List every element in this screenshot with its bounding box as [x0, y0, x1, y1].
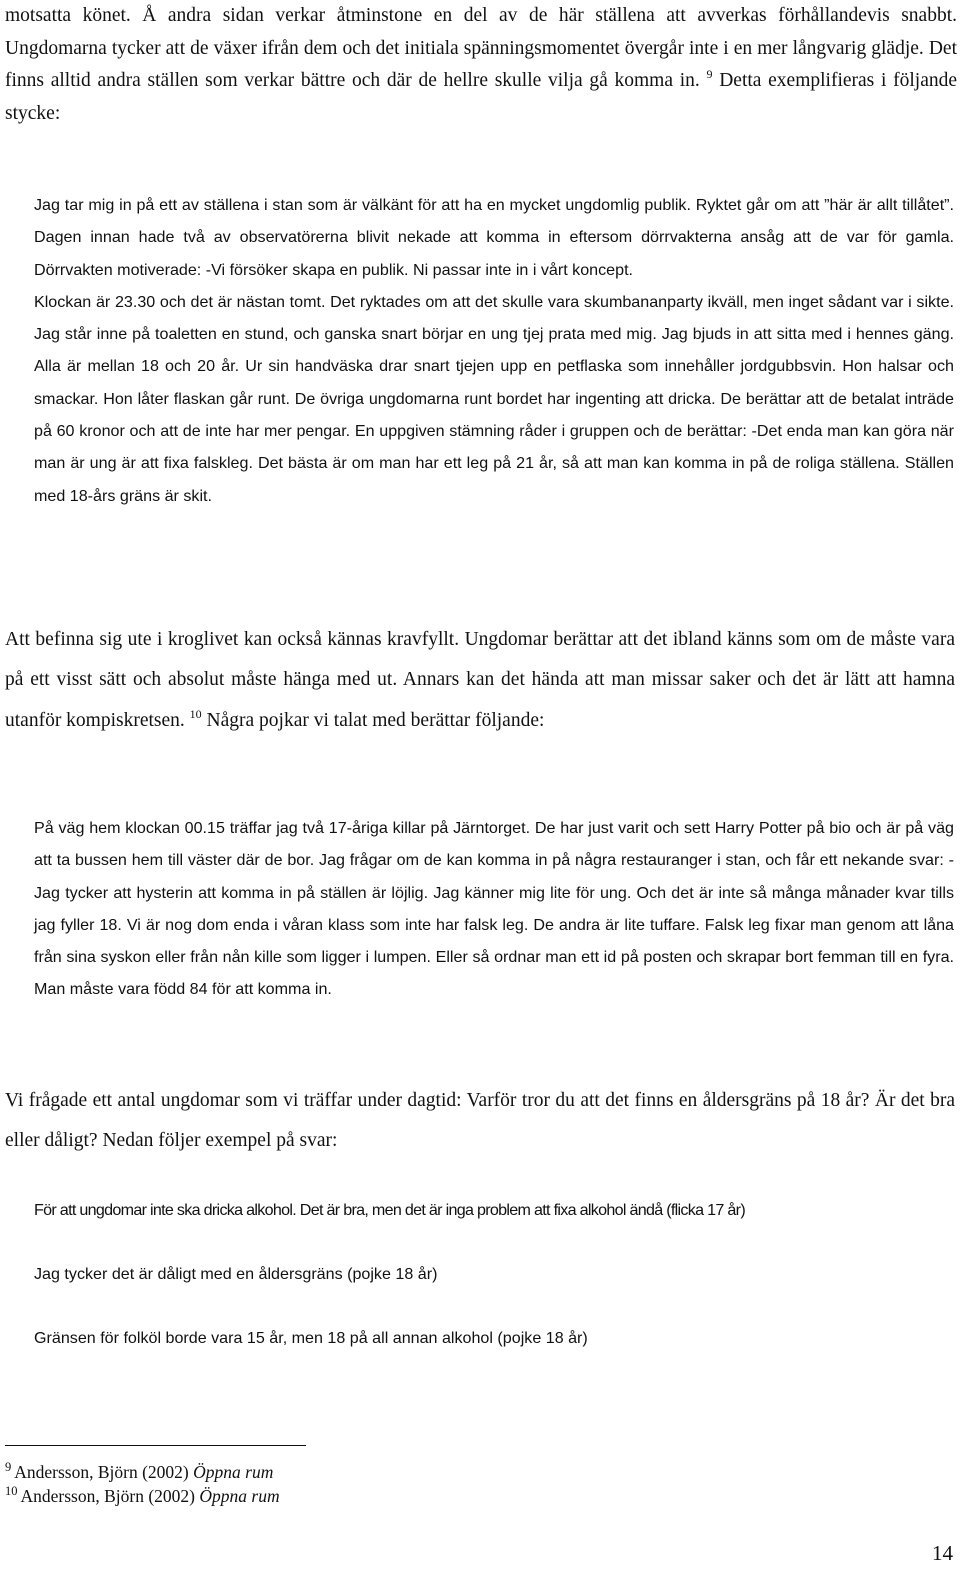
footnote-mark: 9	[5, 1460, 12, 1475]
quote-1-paragraph-1: Jag tar mig in på ett av ställena i stan som är välkänt för att ha en mycket ungdomlig publik. Ryktet går om att ”här är allt tillåtet”. Dagen innan hade två av observatörerna blivit nekade att komma in eftersom dörrvakterna ansåg att de var för gamla. Dörrvakten motiverade: -Vi försöker skapa en publik. Ni passar inte in i vårt koncept.	[34, 196, 954, 279]
footnote-ref-10[interactable]: 10	[189, 707, 202, 722]
page-number: 14	[932, 1541, 953, 1565]
intro-paragraph	[5, 0, 957, 130]
answer-item: Gränsen för folköl borde vara 15 år, men 18 på all annan alkohol (pojke 18 år)	[34, 1329, 588, 1347]
body-paragraph-2	[5, 620, 955, 741]
footnote-10	[5, 1484, 605, 1508]
answer-item: Jag tycker det är dåligt med en åldersgräns (pojke 18 år)	[34, 1265, 438, 1283]
footnote-mark: 10	[5, 1484, 18, 1499]
footnote-citation: Andersson, Björn (2002)	[14, 1462, 194, 1482]
field-note-quote-2: På väg hem klockan 00.15 träffar jag två 17-åriga killar på Järntorget. De har just varit och sett Harry Potter på bio och är på väg att ta bussen hem till väster där de bor. Jag frågar om de kan komma in på några restauranger i stan, och får ett nekande svar: -Jag tycker att hysterin att komma in på ställen är löjlig. Jag känner mig lite för ung. Och det är inte så många månader kvar tills jag fyller 18. Vi är nog dom enda i våran klass som inte har falsk leg. De andra är lite tuffare. Falsk leg fixar man genom att låna från sina syskon eller från nån kille som ligger i lumpen. Eller så ordnar man ett id på posten och skrapar bort femman till en fyra. Man måste vara född 84 för att komma in.	[34, 819, 954, 999]
intro-text-continued: Detta exemplifieras i följande stycke:	[5, 70, 958, 124]
field-note-quote-1	[34, 189, 954, 512]
footnote-title: Öppna rum	[199, 1486, 280, 1506]
footnote-title: Öppna rum	[193, 1462, 274, 1482]
footnote-citation: Andersson, Björn (2002)	[20, 1486, 200, 1506]
answer-item: För att ungdomar inte ska dricka alkohol. Det är bra, men det är inga problem att fixa alkohol ändå (flicka 17 år)	[34, 1201, 745, 1219]
body-paragraph-3: Vi frågade ett antal ungdomar som vi träffar under dagtid: Varför tror du att det finns en åldersgräns på 18 år? Är det bra eller dåligt? Nedan följer exempel på svar:	[5, 1090, 955, 1151]
quote-1-paragraph-2: Klockan är 23.30 och det är nästan tomt. Det ryktades om att det skulle vara skumbananparty ikväll, men inget sådant var i sikte. Jag står inne på toaletten en stund, och ganska snart börjar en ung tjej prata med mig. Jag bjuds in att sitta med i hennes gäng. Alla är mellan 18 och 20 år. Ur sin handväska drar snart tjejen upp en petflaska som innehåller jordgubbsvin. Hon halsar och smackar. Hon låter flaskan går runt. De övriga ungdomarna runt bordet har ingenting att dricka. De berättar att de betalat inträde på 60 kronor och att de inte har mer pengar. En uppgiven stämning råder i gruppen och de berättar: -Det enda man kan göra när man är ung är att fixa falskleg. Det bästa är om man har ett leg på 21 år, så att man kan komma in på de roliga ställena. Ställen med 18-års gräns är skit.	[34, 292, 954, 505]
footnote-divider	[5, 1445, 306, 1446]
footnote-ref-9[interactable]: 9	[706, 67, 713, 82]
intro-text: motsatta könet. Å andra sidan verkar åtminstone en del av de här ställena att avverkas förhållandevis snabbt. Ungdomarna tycker att de växer ifrån dem och det initiala spänningsmomentet övergår inte i en mer långvarig glädje. Det finns alltid andra ställen som verkar bättre och där de hellre skulle vilja gå komma in.	[5, 5, 957, 91]
paragraph-2-text-continued: Några pojkar vi talat med berättar följande:	[201, 709, 545, 731]
footnote-9	[5, 1460, 605, 1484]
paragraph-2-text: Att befinna sig ute i kroglivet kan också kännas kravfyllt. Ungdomar berättar att det ibland känns som om de måste vara på ett visst sätt och absolut måste hänga med ut. Annars kan det hända att man missar saker och det är lätt att hamna utanför kompiskretsen.	[5, 629, 955, 731]
